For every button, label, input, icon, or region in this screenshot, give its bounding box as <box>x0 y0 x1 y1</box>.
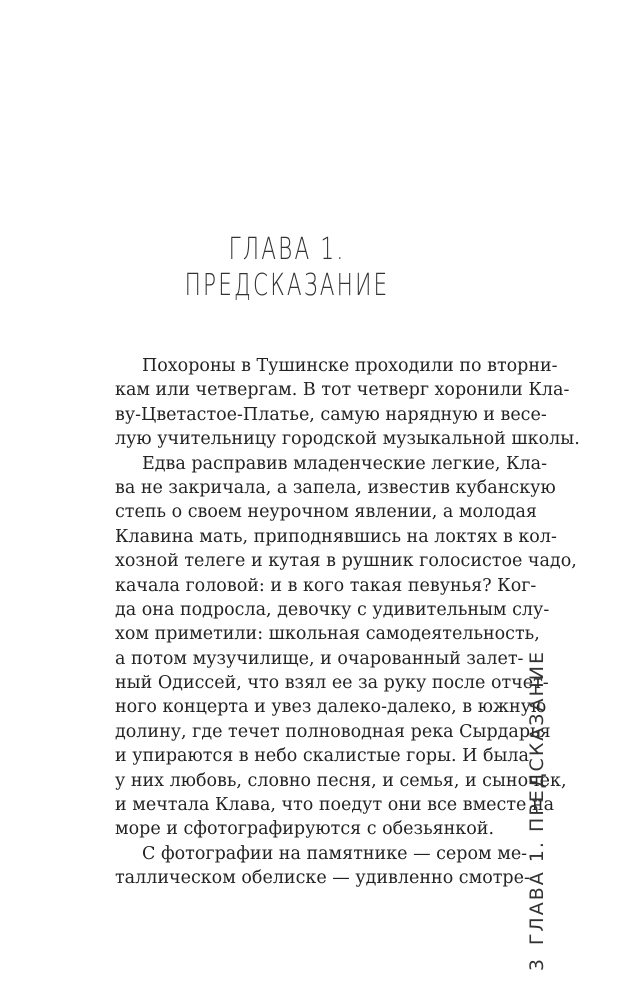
text-line: ву-Цветастое-Платье, самую нарядную и весе- <box>115 404 547 425</box>
page-number: 3 <box>526 959 548 972</box>
running-header <box>517 650 557 972</box>
text-line: Едва расправив младенческие легкие, Кла- <box>142 453 548 474</box>
text-line: море и сфотографируются с обезьянкой. <box>115 819 495 840</box>
chapter-title-line2: ПРЕДСКАЗАНИЕ <box>184 268 390 303</box>
chapter-title-line1: ГЛАВА 1. <box>228 232 346 267</box>
text-line: и упираются в небо скалистые горы. И была <box>115 746 529 767</box>
text-line: степь о своем неурочном явлении, а молодая <box>115 502 537 523</box>
text-line: да она подросла, девочку с удивительным слу- <box>115 599 550 620</box>
text-line: кам или четвергам. В тот четверг хоронили Кла- <box>115 380 570 401</box>
text-line: у них любовь, словно песня, и семья, и сыночек, <box>115 770 567 791</box>
text-line: качала головой: и в кого такая певунья? Ког- <box>115 575 537 596</box>
text-line: хом приметили: школьная самодеятельность, <box>115 624 540 645</box>
running-header-title: ГЛАВА 1. ПРЕДСКАЗАНИЕ <box>526 650 548 946</box>
text-line: ный Одиссей, что взял ее за руку после отчет- <box>115 673 549 694</box>
text-line: таллическом обелиске — удивленно смотре- <box>115 868 530 889</box>
text-line: долину, где течет полноводная река Сырдарья <box>115 721 551 742</box>
text-line: и мечтала Клава, что поедут они все вместе на <box>115 795 555 816</box>
text-line: С фотографии на памятнике — сером ме- <box>142 843 528 864</box>
text-line: а потом музучилище, и очарованный залет- <box>115 648 524 669</box>
text-line: хозной телеге и кутая в рушник голосистое чадо, <box>115 551 577 572</box>
text-line: Похороны в Тушинске проходили по вторни- <box>142 356 558 376</box>
text-line: ного концерта и увез далеко-далеко, в южную <box>115 697 547 718</box>
text-line: лую учительницу городской музыкальной школы. <box>115 429 580 450</box>
text-line: Клавина мать, приподнявшись на локтях в кол- <box>115 526 557 547</box>
text-line: ва не закричала, а запела, известив кубанскую <box>115 477 556 498</box>
